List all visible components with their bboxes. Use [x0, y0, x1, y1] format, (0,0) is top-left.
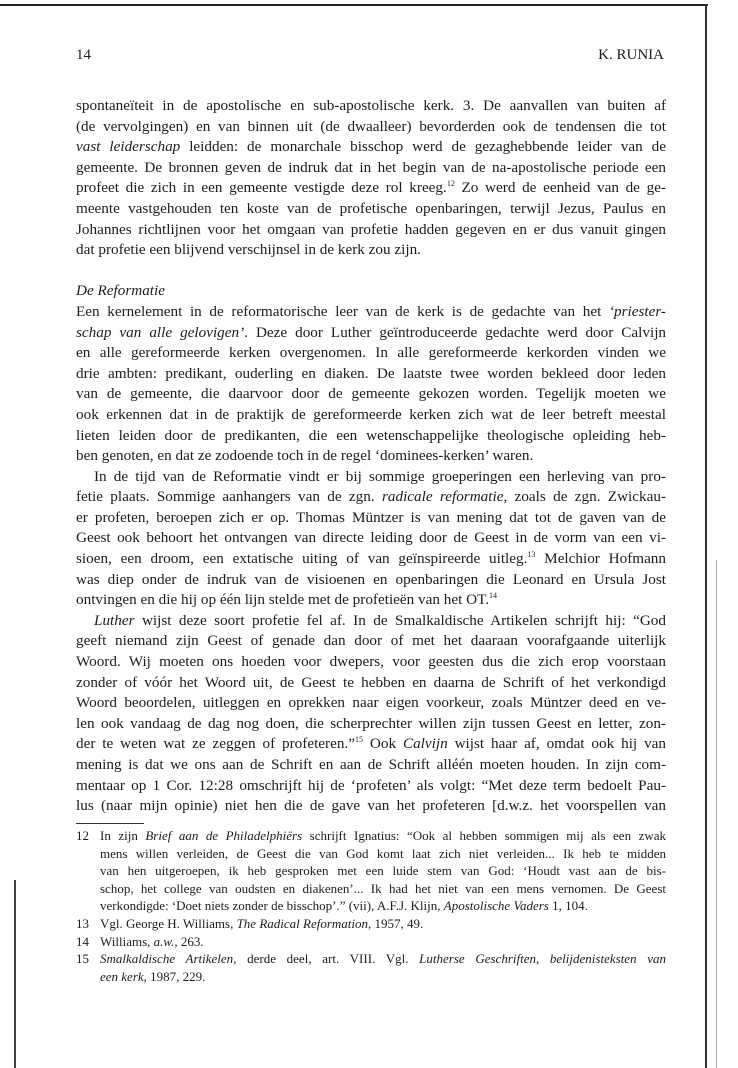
- text-run: mening is dat we ons aan de Schrift en aan de Schrift alléén moeten houden. In zijn com-: [76, 756, 666, 773]
- text-line: [76, 611, 666, 632]
- scan-edge-right-inner: [716, 560, 717, 1068]
- page-number: 14: [76, 47, 91, 63]
- text-run: Geest ook behoort het ontvangen van directe leiding door de Geest in de vorm van een vi-: [76, 529, 666, 547]
- text-line: [76, 384, 666, 405]
- footnote-number: 13: [76, 915, 89, 931]
- text-run: , 263.: [174, 933, 204, 949]
- footnote: [76, 827, 666, 915]
- text-run: 1, 104.: [548, 898, 588, 914]
- italic-text: Calvijn: [402, 735, 448, 753]
- text-run: Zo werd de eenheid van de ge-: [454, 179, 666, 197]
- text-run: Melchior Hofmann: [535, 550, 666, 568]
- text-run: verkondigde: ‘Doet niets zonder de bisschop’.” (vii), A.F.J. Klijn,: [100, 898, 444, 914]
- text-run: In zijn: [100, 828, 146, 843]
- text-line: [76, 405, 666, 426]
- footnote-line: [100, 915, 666, 933]
- text-run: meente vastgehouden ten koste van de profetische openbaringen, terwijl Jezus, Paulus en: [76, 199, 666, 217]
- footnote-reference: 13: [527, 550, 536, 560]
- text-run: Woord. Wij moeten ons hoeden voor dwepers, voor geesten dus die zich erop voorstaan: [76, 653, 666, 671]
- footnote-number: 14: [76, 933, 89, 949]
- italic-text: radicale reformatie: [381, 488, 504, 506]
- text-run: Ook: [362, 735, 403, 753]
- footnote-number: 15: [76, 951, 89, 967]
- text-run: van de gemeente, die daarvoor door de gemeente gekozen worden. Tegelijk moeten we: [76, 385, 666, 403]
- italic-text: ‘priester-: [608, 302, 666, 320]
- text-line: [76, 755, 666, 776]
- text-line: [76, 508, 666, 529]
- text-line: [76, 652, 666, 673]
- italic-text: schap van alle gelovigen’: [76, 323, 245, 341]
- italic-text: De Reformatie: [76, 282, 165, 300]
- text-run: , 1987, 229.: [143, 968, 206, 984]
- text-line: [76, 467, 666, 488]
- scan-edge-left: [14, 880, 16, 1068]
- text-line: [76, 240, 666, 261]
- text-run: was diep onder de indruk van de visioenen en openbaringen die Leonard en Ursula Jost: [76, 570, 666, 588]
- italic-text: Smalkaldische Artikelen: [100, 951, 234, 967]
- section-heading: [76, 281, 666, 302]
- italic-text: vast leiderschap: [76, 138, 181, 156]
- text-run: der te weten wat ze zeggen of profeteren.”: [76, 735, 355, 753]
- text-line: [76, 796, 666, 817]
- text-run: , zoals de zgn. Zwickau-: [503, 488, 667, 506]
- paragraph-gap: [76, 261, 666, 282]
- text-line: [76, 590, 666, 611]
- text-run: profeet die zich in een gemeente vestigde deze rol kreeg.: [76, 179, 447, 197]
- text-run: schrijft Ignatius: “Ook al hebben sommigen mij als een zwak: [302, 828, 667, 843]
- footnote-line: [100, 827, 666, 845]
- text-line: [76, 776, 666, 797]
- footnote-reference: 12: [446, 179, 455, 189]
- italic-text: Brief aan de Philadelphiërs: [145, 828, 303, 843]
- text-run: ben genoten, en dat ze zodoende toch in de regel ‘dominees-kerken’ waren.: [76, 447, 534, 465]
- footnotes: [76, 827, 666, 985]
- footnote-line: [100, 880, 666, 898]
- footnote-line: [100, 845, 666, 863]
- text-run: spontaneïteit in de apostolische en sub-apostolische kerk. 3. De aanvallen van buiten af: [76, 97, 666, 114]
- text-line: [76, 117, 666, 138]
- footnote: [76, 915, 666, 933]
- text-run: leidden: de monarchale bisschop werd de gezaghebbende leider van de: [180, 138, 666, 156]
- text-run: (de vervolgingen) en van binnen uit (de dwaalleer) bevorderden ook de tendensen die tot: [76, 117, 666, 135]
- text-run: Vgl. George H. Williams,: [100, 915, 237, 931]
- footnote-line: [100, 968, 666, 986]
- text-run: er profeten, beroepen zich er op. Thomas Müntzer is van mening dat tot de gaven van de: [76, 508, 666, 526]
- italic-text: a.w.: [153, 933, 175, 949]
- body-text: [76, 96, 666, 817]
- text-run: Williams,: [100, 933, 154, 949]
- text-run: dat profetie een blijvend verschijnsel in de kerk zou zijn.: [76, 241, 421, 259]
- text-run: mentaar op 1 Cor. 12:28 omschrijft hij de ‘profeten’ als volgt: “Met deze term bedoelt Pau-: [76, 776, 666, 794]
- text-line: [76, 673, 666, 694]
- text-run: Woord beoordelen, uitleggen en oprekken naar eigen voorkeur, zoals Müntzer deed en ve-: [76, 694, 666, 712]
- text-line: [76, 549, 666, 570]
- text-run: ontvingen en die hij op één lijn stelde met de profetieën van het OT.: [76, 591, 490, 609]
- footnote-reference: 15: [354, 735, 363, 745]
- footnote-line: [100, 862, 666, 880]
- footnote-line: [100, 933, 666, 951]
- text-run: len ook vandaag de dag nog doen, die scherprechter willen zijn tussen Geest en letter, zon-: [76, 714, 666, 732]
- text-line: [76, 631, 666, 652]
- running-head-author: K. RUNIA: [598, 47, 664, 63]
- text-line: [76, 220, 666, 241]
- text-line: [76, 158, 666, 179]
- text-line: [76, 199, 666, 220]
- text-line: [76, 137, 666, 158]
- text-line: [76, 714, 666, 735]
- text-line: [76, 693, 666, 714]
- italic-text: Apostolische Vaders: [443, 898, 549, 914]
- footnote-line: [100, 897, 666, 915]
- text-run: wijst deze soort profetie fel af. In de Smalkaldische Artikelen schrijft hij: “God: [134, 611, 666, 629]
- text-line: [76, 734, 666, 755]
- text-run: lus (naar mijn opinie) niet hen die de gave van het profeteren [d.w.z. het voorspellen van: [76, 797, 666, 815]
- text-run: lieten leiden door de predikanten, die een wetenschappelijke theologische opleiding heb-: [76, 426, 666, 444]
- text-line: [76, 323, 666, 344]
- text-line: [76, 446, 666, 467]
- footnote: [76, 933, 666, 951]
- text-line: [76, 528, 666, 549]
- text-run: , 1957, 49.: [368, 915, 424, 931]
- text-line: [76, 570, 666, 591]
- text-run: geeft niemand zijn Geest of genade dan door of met het daaraan voorafgaande uiterlijk: [76, 632, 666, 650]
- italic-text: Luther: [94, 611, 135, 629]
- text-line: [76, 96, 666, 117]
- text-run: sioen, een droom, een extatische uiting of van geïnspireerde uitleg.: [76, 550, 528, 568]
- text-line: [76, 343, 666, 364]
- text-run: drie ambten: predikant, ouderling en diaken. De laatste twee worden bekleed door leden: [76, 364, 666, 382]
- text-run: gemeente. De bronnen geven de indruk dat in het begin van de na-apostolische periode een: [76, 158, 666, 176]
- footnote-number: 12: [76, 828, 89, 843]
- text-run: ook erkennen dat in de praktijk de gereformeerde kerken zich wat de leer betreft meestal: [76, 405, 666, 423]
- text-run: In de tijd van de Reformatie vindt er bij sommige groeperingen een herleving van pro-: [94, 467, 666, 485]
- footnote-reference: 14: [489, 591, 498, 601]
- italic-text: een kerk: [100, 968, 144, 984]
- text-line: [76, 302, 666, 323]
- text-run: van hen uitgeroepen, ik heb gesproken met een luide stem van God: ‘Houdt vast aan de bis-: [100, 863, 666, 879]
- text-run: wijst haar af, omdat ook hij van: [447, 735, 666, 753]
- text-run: schop, het college van oudsten en diakenen’... Ik had het niet van een mens vernomen. De Geest: [100, 880, 666, 896]
- text-run: , derde deel, art. VIII. Vgl.: [233, 951, 420, 967]
- text-run: Een kernelement in de reformatorische leer van de kerk is de gedachte van het: [76, 302, 609, 320]
- italic-text: The Radical Reformation: [236, 915, 369, 931]
- text-line: [76, 364, 666, 385]
- text-line: [76, 487, 666, 508]
- footnote-line: [100, 950, 666, 968]
- text-run: fetie plaats. Sommige aanhangers van de zgn.: [76, 488, 382, 506]
- text-run: . Deze door Luther geïntroduceerde gedachte werd door Calvijn: [244, 323, 667, 341]
- scan-edge-top: [0, 4, 708, 6]
- text-run: zonder of vóór het Woord uit, de Geest te hebben en daarna de Schrift of het verkondigd: [76, 673, 666, 691]
- italic-text: Lutherse Geschriften, belijdenisteksten van: [419, 951, 667, 967]
- text-line: [76, 178, 666, 199]
- text-line: [76, 426, 666, 447]
- footnote-rule: [76, 823, 144, 824]
- scan-edge-right: [705, 4, 707, 1068]
- footnote: [76, 950, 666, 985]
- text-run: en alle gereformeerde kerken overgenomen. In alle gereformeerde kerkorden vinden we: [76, 344, 666, 362]
- text-run: Johannes richtlijnen voor het omgaan van profetie hadden gegeven en er dus vanuit gingen: [76, 220, 666, 238]
- text-run: mens willen verleiden, de Geest die van God komt laat zich niet verleiden... Ik heb te midden: [100, 845, 666, 861]
